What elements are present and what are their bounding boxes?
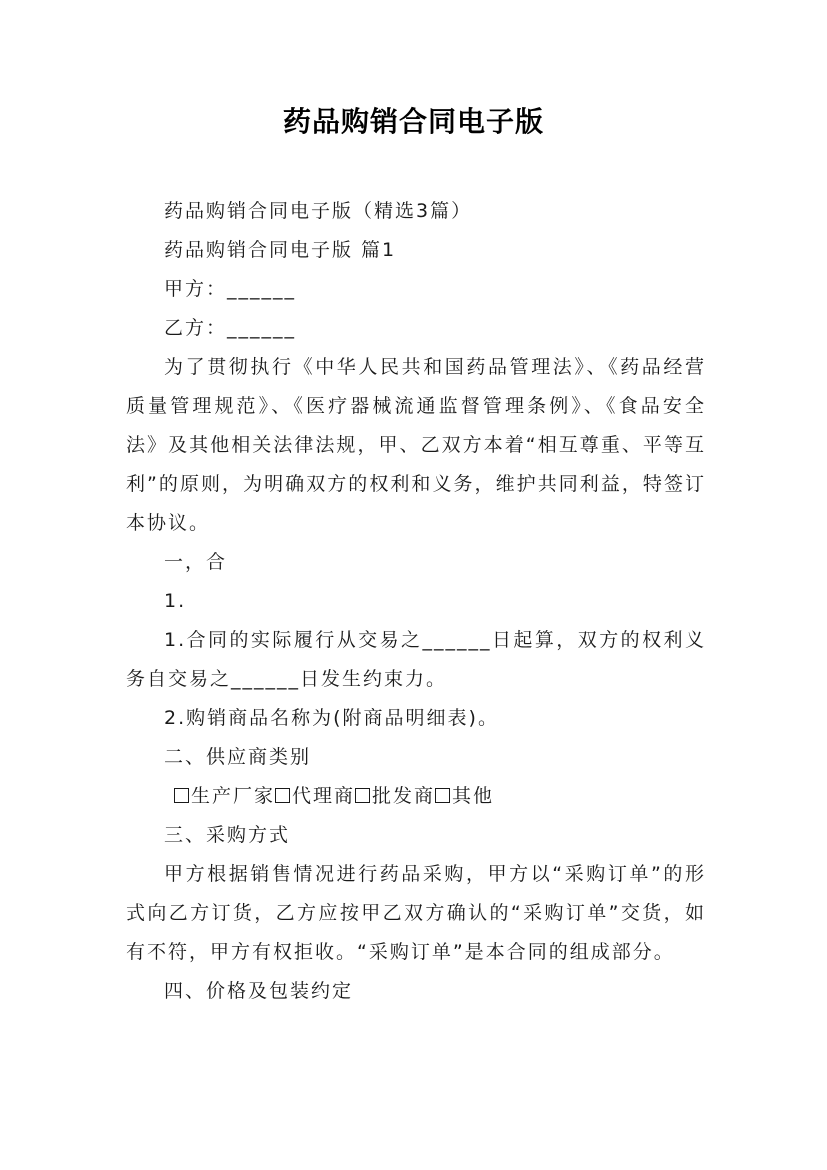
option-other: 其他 bbox=[452, 785, 495, 807]
paragraph-section-2-heading: 二、供应商类别 bbox=[164, 746, 312, 768]
option-manufacturer: 生产厂家 bbox=[191, 785, 276, 807]
checkbox-manufacturer[interactable] bbox=[174, 788, 189, 803]
option-wholesaler: 批发商 bbox=[372, 785, 436, 807]
paragraph-section-4-heading: 四、价格及包装约定 bbox=[164, 980, 354, 1002]
paragraph-item-1: 1.合同的实际履行从交易之______日起算，双方的权利义务自交易之______日发生约束力。 bbox=[126, 629, 706, 690]
paragraph-party-a: 甲方：______ bbox=[164, 278, 297, 300]
paragraph-preamble: 为了贯彻执行《中华人民共和国药品管理法》、《药品经营质量管理规范》、《医疗器械流通监督管理条例》、《食品安全法》及其他相关法律法规，甲、乙双方本着“相互尊重、平等互利”的原则，为明确双方的权利和义务，维护共同利益，特签订本协议。 bbox=[126, 356, 706, 534]
paragraph-item-2: 2.购销商品名称为(附商品明细表)。 bbox=[164, 707, 499, 729]
paragraph-item-1-label: 1. bbox=[164, 590, 187, 612]
checkbox-agent[interactable] bbox=[275, 788, 290, 803]
document-body bbox=[126, 192, 706, 1011]
checkbox-other[interactable] bbox=[435, 788, 450, 803]
document-title: 药品购销合同电子版 bbox=[282, 105, 544, 138]
paragraph-section-1-heading: 一，合 bbox=[164, 551, 228, 573]
checkbox-wholesaler[interactable] bbox=[355, 788, 370, 803]
option-agent: 代理商 bbox=[292, 785, 356, 807]
paragraph-section-3-heading: 三、采购方式 bbox=[164, 824, 291, 846]
paragraph-party-b: 乙方：______ bbox=[164, 317, 297, 339]
supplier-type-options bbox=[126, 777, 706, 816]
paragraph-procurement: 甲方根据销售情况进行药品采购，甲方以“采购订单”的形式向乙方订货，乙方应按甲乙双方确认的“采购订单”交货，如有不符，甲方有权拒收。“采购订单”是本合同的组成部分。 bbox=[126, 863, 706, 963]
paragraph-subtitle: 药品购销合同电子版（精选3篇） bbox=[164, 200, 473, 222]
paragraph-article-heading: 药品购销合同电子版 篇1 bbox=[164, 239, 397, 261]
